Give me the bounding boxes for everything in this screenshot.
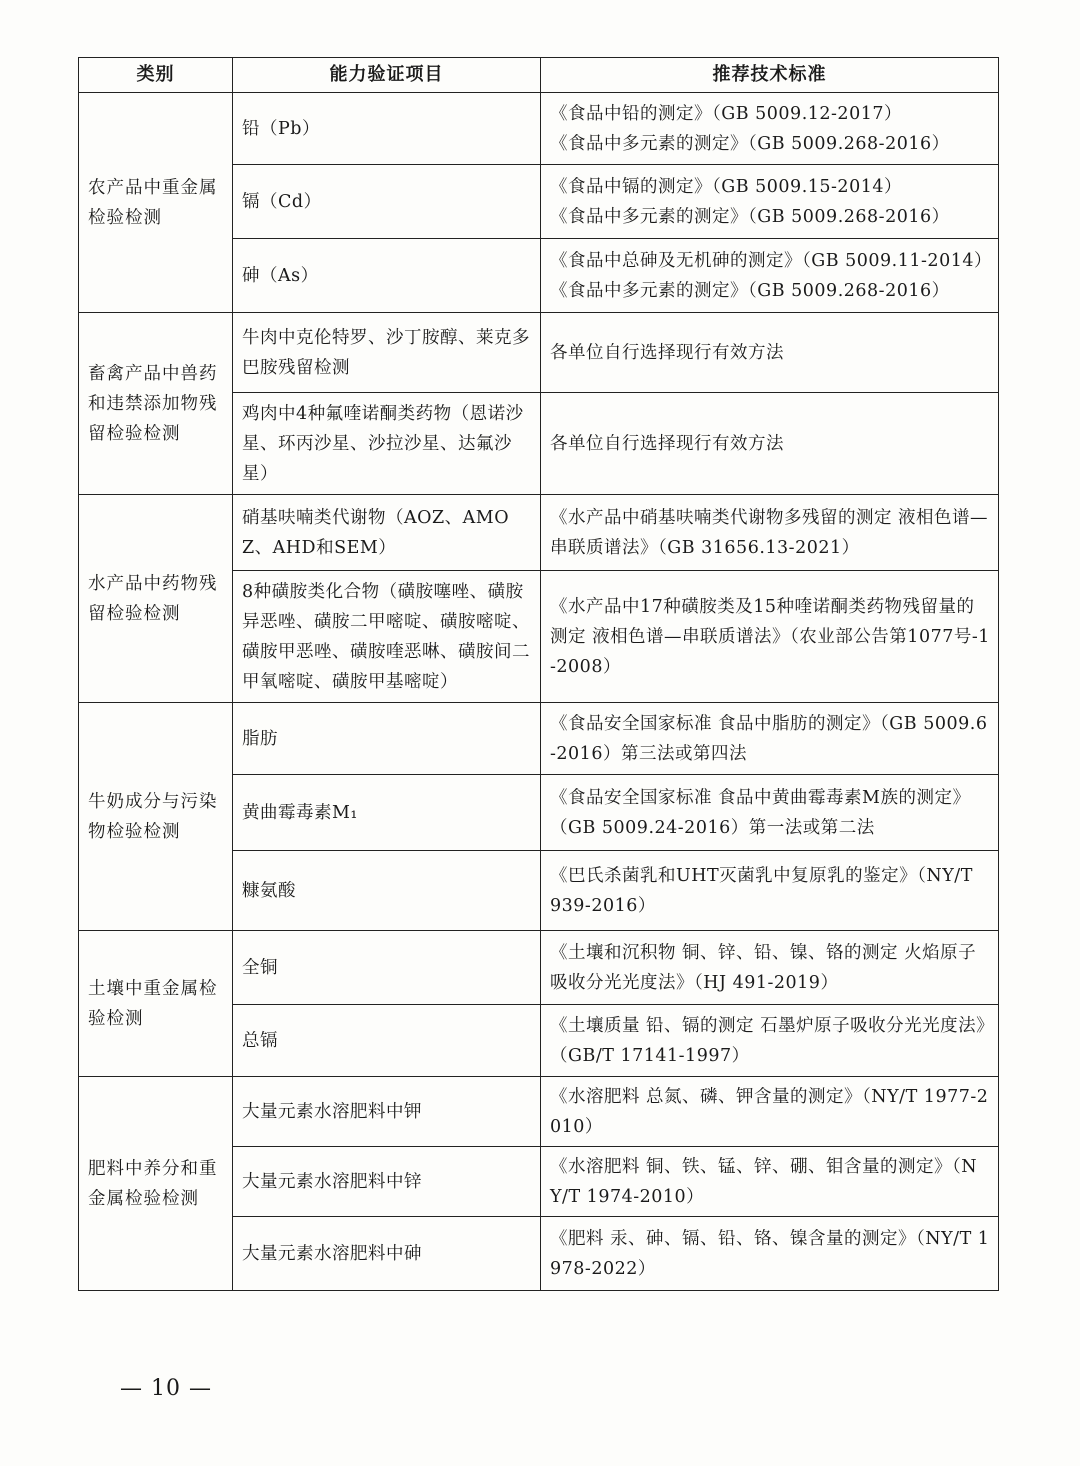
standard-line: 《食品中多元素的测定》（GB 5009.268-2016）	[550, 206, 950, 227]
table-row	[79, 1077, 999, 1147]
item-cell: 大量元素水溶肥料中钾	[233, 1077, 541, 1147]
item-cell: 牛肉中克伦特罗、沙丁胺醇、莱克多巴胺残留检测	[233, 313, 541, 393]
item-cell: 总镉	[233, 1005, 541, 1077]
standard-line: 《巴氏杀菌乳和UHT灭菌乳中复原乳的鉴定》（NY/T 939-2016）	[550, 865, 973, 916]
item-cell: 铅（Pb）	[233, 93, 541, 165]
standard-line: 《水产品中硝基呋喃类代谢物多残留的测定 液相色谱—串联质谱法》（GB 31656.13-2021）	[550, 507, 989, 558]
standards-table	[78, 57, 999, 1291]
standard-line: 《土壤和沉积物 铜、锌、铅、镍、铬的测定 火焰原子吸收分光光度法》（HJ 491-2019）	[550, 942, 977, 993]
table-row	[79, 313, 999, 393]
table-row	[79, 931, 999, 1005]
standard-line: 《食品中总砷及无机砷的测定》（GB 5009.11-2014）	[550, 250, 992, 271]
standard-cell	[541, 313, 999, 393]
standard-line: 《食品安全国家标准 食品中黄曲霉毒素M族的测定》（GB 5009.24-2016）第一法或第二法	[550, 787, 971, 838]
page-number: — 10 —	[120, 1376, 212, 1401]
table-row	[79, 495, 999, 571]
header-item: 能力验证项目	[233, 58, 541, 93]
standard-line: 《水溶肥料 铜、铁、锰、锌、硼、钼含量的测定》（NY/T 1974-2010）	[550, 1156, 978, 1207]
standard-line: 各单位自行选择现行有效方法	[550, 342, 784, 363]
standard-cell	[541, 851, 999, 931]
standard-cell	[541, 239, 999, 313]
item-cell: 鸡肉中4种氟喹诺酮类药物（恩诺沙星、环丙沙星、沙拉沙星、达氟沙星）	[233, 393, 541, 495]
header-standard: 推荐技术标准	[541, 58, 999, 93]
standard-line: 《食品中多元素的测定》（GB 5009.268-2016）	[550, 280, 950, 301]
item-cell: 砷（As）	[233, 239, 541, 313]
standard-cell	[541, 703, 999, 775]
standard-cell	[541, 1005, 999, 1077]
item-cell: 镉（Cd）	[233, 165, 541, 239]
category-cell: 水产品中药物残留检验检测	[79, 495, 233, 703]
standard-line: 《水产品中17种磺胺类及15种喹诺酮类药物残留量的测定 液相色谱—串联质谱法》（农业部公告第1077号-1-2008）	[550, 596, 990, 677]
item-cell: 8种磺胺类化合物（磺胺噻唑、磺胺异恶唑、磺胺二甲嘧啶、磺胺嘧啶、磺胺甲恶唑、磺胺喹恶啉、磺胺间二甲氧嘧啶、磺胺甲基嘧啶）	[233, 571, 541, 703]
standard-cell	[541, 165, 999, 239]
item-cell: 大量元素水溶肥料中砷	[233, 1217, 541, 1291]
standard-cell	[541, 1077, 999, 1147]
category-cell: 肥料中养分和重金属检验检测	[79, 1077, 233, 1291]
item-cell: 脂肪	[233, 703, 541, 775]
standard-cell	[541, 93, 999, 165]
standard-cell	[541, 931, 999, 1005]
standard-line: 《食品中镉的测定》（GB 5009.15-2014）	[550, 176, 902, 197]
header-category: 类别	[79, 58, 233, 93]
table-row	[79, 703, 999, 775]
standard-cell	[541, 775, 999, 851]
category-cell: 农产品中重金属检验检测	[79, 93, 233, 313]
category-cell: 土壤中重金属检验检测	[79, 931, 233, 1077]
standard-line: 各单位自行选择现行有效方法	[550, 433, 784, 454]
standard-line: 《肥料 汞、砷、镉、铅、铬、镍含量的测定》（NY/T 1978-2022）	[550, 1228, 990, 1279]
standard-cell	[541, 1217, 999, 1291]
category-cell: 畜禽产品中兽药和违禁添加物残留检验检测	[79, 313, 233, 495]
standard-line: 《食品安全国家标准 食品中脂肪的测定》（GB 5009.6-2016）第三法或第四法	[550, 713, 988, 764]
standard-cell	[541, 393, 999, 495]
item-cell: 全铜	[233, 931, 541, 1005]
item-cell: 黄曲霉毒素M₁	[233, 775, 541, 851]
standard-line: 《土壤质量 铅、镉的测定 石墨炉原子吸收分光光度法》（GB/T 17141-1997）	[550, 1015, 986, 1066]
table-row	[79, 93, 999, 165]
standard-cell	[541, 1147, 999, 1217]
standard-line: 《食品中多元素的测定》（GB 5009.268-2016）	[550, 133, 950, 154]
item-cell: 硝基呋喃类代谢物（AOZ、AMOZ、AHD和SEM）	[233, 495, 541, 571]
table-header-row	[79, 58, 999, 93]
item-cell: 大量元素水溶肥料中锌	[233, 1147, 541, 1217]
item-cell: 糠氨酸	[233, 851, 541, 931]
category-cell: 牛奶成分与污染物检验检测	[79, 703, 233, 931]
standard-line: 《食品中铅的测定》（GB 5009.12-2017）	[550, 103, 902, 124]
standard-line: 《水溶肥料 总氮、磷、钾含量的测定》（NY/T 1977-2010）	[550, 1086, 989, 1137]
standard-cell	[541, 571, 999, 703]
standard-cell	[541, 495, 999, 571]
